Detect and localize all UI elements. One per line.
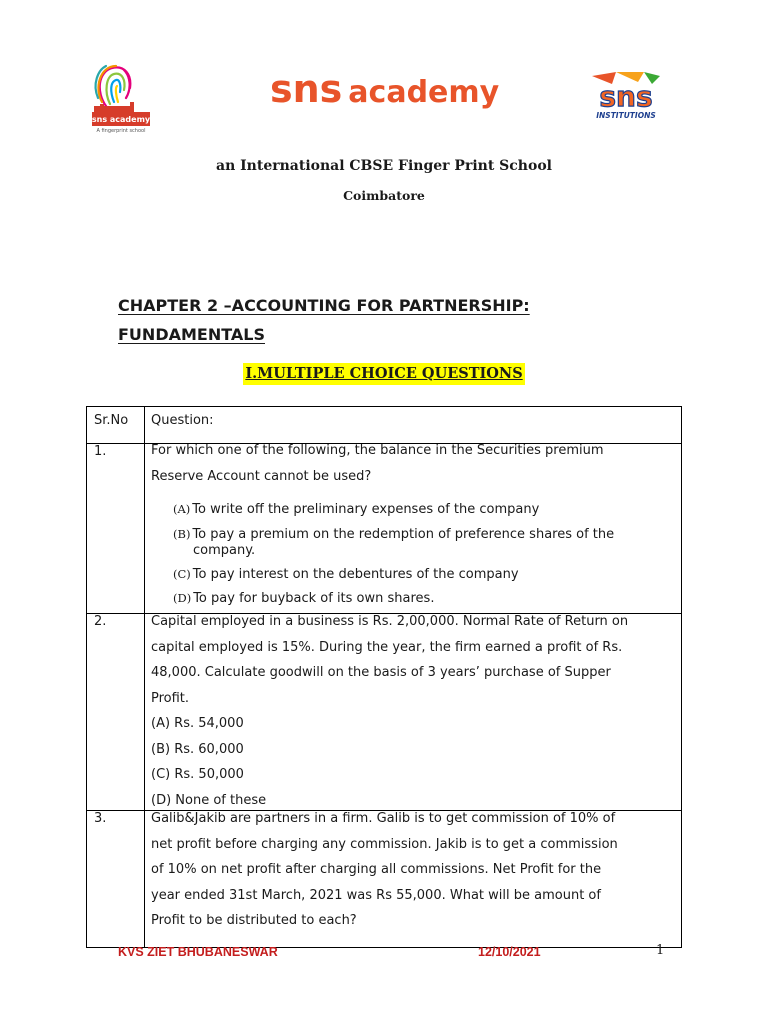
sns-institutions-logo [586, 70, 666, 122]
option-a: (A) To write off the preliminary expenses of the company [173, 502, 540, 517]
option-b-continued: company. [193, 543, 256, 558]
option-b: (B) To pay a premium on the redemption of preference shares of the [173, 527, 615, 542]
logo-academy-text: academy [348, 75, 500, 110]
option-a: (A) Rs. 54,000 [151, 716, 244, 731]
row-number: 2. [94, 614, 107, 629]
question-line: For which one of the following, the balance in the Securities premium [151, 443, 604, 458]
question-line: Profit. [151, 690, 190, 706]
page-number: 1 [656, 943, 665, 958]
question-line: capital employed is 15%. During the year, the firm earned a profit of Rs. [151, 639, 623, 655]
footer-organization: KVS ZIET BHUBANESWAR [118, 945, 278, 959]
question-line: Galib&Jakib are partners in a firm. Galib is to get commission of 10% of [151, 811, 616, 826]
svg-text:A fingerprint school: A fingerprint school [96, 128, 146, 134]
logo-sns-text: sns [270, 67, 343, 111]
svg-text:sns academy: sns academy [91, 115, 151, 124]
school-fingerprint-logo [86, 62, 156, 134]
option-d: (D) None of these [151, 792, 267, 808]
school-name: an International CBSE Finger Print School [216, 158, 552, 174]
question-text [151, 806, 677, 934]
option-c: (C) Rs. 50,000 [151, 767, 244, 782]
question-line: Reserve Account cannot be used? [151, 468, 372, 484]
question-line: of 10% on net profit after charging all commissions. Net Profit for the [151, 862, 602, 877]
option-b: (B) Rs. 60,000 [151, 741, 244, 757]
school-city: Coimbatore [343, 188, 425, 203]
question-text [151, 609, 677, 813]
option-c: (C) To pay interest on the debentures of the company [173, 567, 519, 582]
row-number: 1. [94, 444, 107, 459]
chapter-title-line1: CHAPTER 2 –ACCOUNTING FOR PARTNERSHIP: [118, 296, 530, 315]
question-line: Capital employed in a business is Rs. 2,00,000. Normal Rate of Return on [151, 614, 629, 629]
row-number: 3. [94, 811, 107, 826]
question-text [151, 438, 677, 489]
table-row [87, 810, 681, 948]
header-question: Question: [151, 413, 214, 428]
svg-text:INSTITUTIONS: INSTITUTIONS [596, 111, 656, 120]
question-table [86, 406, 682, 948]
header-srno: Sr.No [94, 413, 129, 428]
chapter-title-line2: FUNDAMENTALS [118, 325, 265, 344]
question-line: net profit before charging any commission. Jakib is to get a commission [151, 836, 618, 852]
sns-academy-logo [270, 67, 500, 120]
section-heading-container [0, 363, 768, 385]
section-heading: I.MULTIPLE CHOICE QUESTIONS [243, 363, 524, 385]
question-line: 48,000. Calculate goodwill on the basis of 3 years’ purchase of Supper [151, 665, 611, 680]
question-line: Profit to be distributed to each? [151, 913, 357, 928]
question-line: year ended 31st March, 2021 was Rs 55,000. What will be amount of [151, 887, 601, 903]
footer-date: 12/10/2021 [478, 945, 541, 959]
svg-text:sns: sns [599, 80, 653, 113]
table-row [87, 443, 681, 614]
table-row [87, 613, 681, 811]
option-d: (D) To pay for buyback of its own shares. [173, 591, 435, 606]
